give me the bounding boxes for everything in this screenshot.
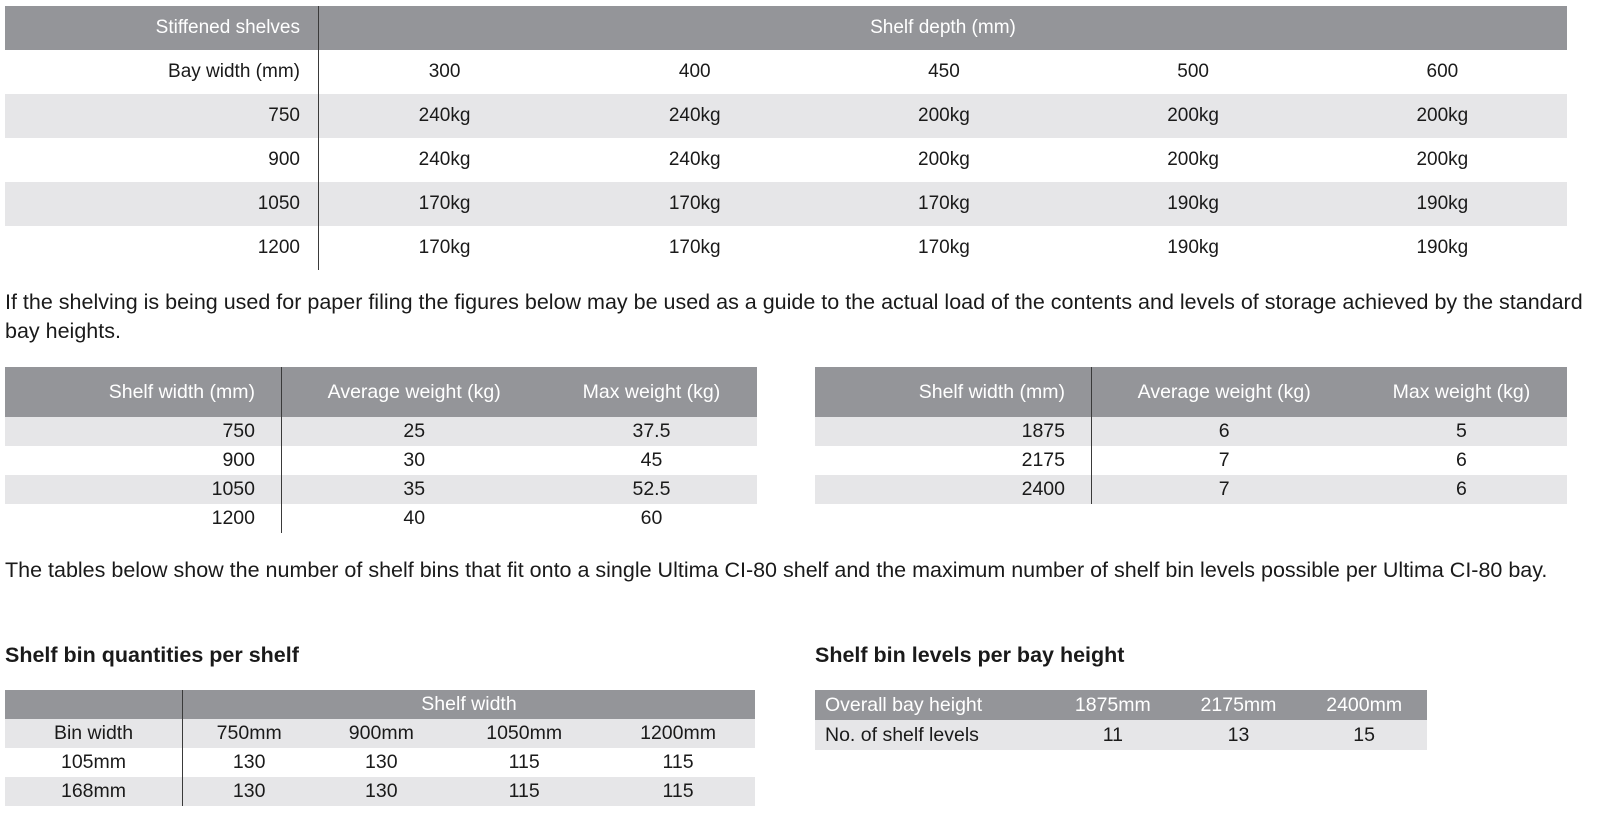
table-row — [5, 417, 757, 446]
table-cell: 2175 — [815, 446, 1092, 475]
levels-cell: 11 — [1050, 720, 1176, 750]
table-row — [5, 138, 1567, 182]
table-row — [5, 446, 757, 475]
depth-cell: 500 — [1177, 61, 1209, 82]
filing-weight-table-right — [815, 367, 1567, 504]
load-cell: 200kg — [819, 94, 1068, 138]
load-cell: 170kg — [918, 237, 970, 258]
shelf-width-header: Shelf width — [183, 690, 756, 719]
table-header-row — [815, 690, 1427, 720]
table-row — [5, 748, 755, 777]
load-cell: 240kg — [319, 94, 571, 138]
width-cell: 1200mm — [601, 719, 755, 748]
quantity-cell: 115 — [447, 777, 601, 806]
column-header: Max weight (kg) — [1356, 367, 1566, 417]
column-header: Average weight (kg) — [1092, 367, 1357, 417]
column-header: Max weight (kg) — [546, 367, 756, 417]
bin-quantities-table — [5, 690, 755, 806]
load-cell: 190kg — [1069, 182, 1318, 226]
bin-levels-heading: Shelf bin levels per bay height — [815, 643, 1125, 667]
table-row — [815, 417, 1567, 446]
height-cell: 2175mm — [1176, 690, 1302, 720]
table-cell: 30 — [403, 449, 426, 471]
depth-row — [5, 50, 1567, 94]
table-row — [5, 504, 757, 533]
quantity-cell: 115 — [508, 751, 540, 773]
table-cell: 35 — [282, 475, 547, 504]
bins-paragraph: The tables below show the number of shelf bins that fit onto a single Ultima CI-80 shelf and the maximum number of shelf bin levels possible per Ultima CI-80 bay. — [5, 558, 1548, 582]
height-cell: 1875mm — [1050, 690, 1176, 720]
filing-weight-table-left — [5, 367, 757, 533]
load-cell: 170kg — [319, 182, 571, 226]
quantity-cell: 115 — [601, 777, 755, 806]
load-cell: 170kg — [668, 237, 721, 258]
shelf-depth-header: Shelf depth (mm) — [319, 6, 1568, 50]
bay-height-label: Overall bay height — [815, 690, 1050, 720]
table-row — [815, 475, 1567, 504]
table-cell: 45 — [640, 449, 663, 471]
table-header-row — [5, 690, 755, 719]
bay-width-cell: 1200 — [5, 226, 319, 270]
table-row — [5, 226, 1567, 270]
table-cell: 25 — [282, 417, 547, 446]
table-cell: 6 — [1092, 417, 1357, 446]
load-cell: 170kg — [819, 182, 1068, 226]
bin-width-label: Bin width — [5, 719, 183, 748]
bin-width-cell: 168mm — [5, 777, 183, 806]
table-header-row — [815, 367, 1567, 417]
bay-width-cell: 750 — [5, 94, 319, 138]
table-row — [5, 475, 757, 504]
load-cell: 200kg — [1416, 149, 1469, 170]
bay-width-label: Bay width (mm) — [5, 50, 319, 94]
table-row — [5, 94, 1567, 138]
load-cell: 200kg — [1318, 94, 1567, 138]
width-cell: 750mm — [183, 719, 316, 748]
table-cell: 52.5 — [546, 475, 756, 504]
bin-levels-table — [815, 690, 1427, 750]
load-cell: 200kg — [1167, 149, 1220, 170]
load-cell: 240kg — [570, 94, 819, 138]
width-row — [5, 719, 755, 748]
quantity-cell: 130 — [232, 751, 266, 773]
table-row — [5, 182, 1567, 226]
column-header: Shelf width (mm) — [815, 367, 1092, 417]
load-cell: 170kg — [570, 182, 819, 226]
table-row — [815, 720, 1427, 750]
table-cell: 1050 — [5, 475, 282, 504]
table-cell: 900 — [5, 446, 282, 475]
depth-cell: 450 — [928, 61, 960, 82]
table-cell: 1200 — [5, 504, 282, 533]
width-cell: 1050mm — [447, 719, 601, 748]
shelf-levels-label: No. of shelf levels — [815, 720, 1050, 750]
table-header-row — [5, 6, 1567, 50]
levels-cell: 13 — [1176, 720, 1302, 750]
load-cell: 200kg — [918, 149, 970, 170]
load-cell: 240kg — [418, 149, 471, 170]
filing-paragraph: If the shelving is being used for paper filing the figures below may be used as a guide to the actual load of the contents and levels of storage achieved by the standard bay heights. — [5, 290, 1583, 343]
table-cell: 750 — [5, 417, 282, 446]
table-row — [5, 777, 755, 806]
bin-quantities-heading: Shelf bin quantities per shelf — [5, 643, 299, 667]
table-cell: 2400 — [815, 475, 1092, 504]
column-header: Average weight (kg) — [282, 367, 547, 417]
quantity-cell: 130 — [365, 751, 398, 773]
corner-cell — [5, 690, 183, 719]
quantity-cell: 130 — [315, 777, 447, 806]
height-cell: 2400mm — [1301, 690, 1427, 720]
depth-cell: 400 — [678, 61, 711, 82]
bay-width-cell: 1050 — [5, 182, 319, 226]
corner-label: Stiffened shelves — [5, 6, 319, 50]
table-cell: 5 — [1356, 417, 1566, 446]
load-cell: 190kg — [1416, 237, 1469, 258]
load-cell: 190kg — [1167, 237, 1220, 258]
stiffened-shelves-table — [5, 6, 1567, 270]
table-cell: 7 — [1218, 449, 1230, 471]
table-cell: 60 — [640, 507, 663, 529]
bin-width-cell: 105mm — [5, 748, 183, 777]
depth-cell: 300 — [428, 61, 461, 82]
table-cell: 6 — [1456, 449, 1467, 471]
bay-width-cell: 900 — [5, 138, 319, 182]
levels-cell: 15 — [1301, 720, 1427, 750]
depth-cell: 600 — [1426, 61, 1459, 82]
quantity-cell: 115 — [662, 751, 694, 773]
width-cell: 900mm — [315, 719, 447, 748]
load-cell: 240kg — [668, 149, 721, 170]
load-cell: 170kg — [418, 237, 471, 258]
table-cell: 7 — [1092, 475, 1357, 504]
table-row — [815, 446, 1567, 475]
table-cell: 37.5 — [546, 417, 756, 446]
table-cell: 1875 — [815, 417, 1092, 446]
load-cell: 190kg — [1318, 182, 1567, 226]
load-cell: 200kg — [1069, 94, 1318, 138]
table-cell: 40 — [403, 507, 426, 529]
table-header-row — [5, 367, 757, 417]
quantity-cell: 130 — [183, 777, 316, 806]
table-cell: 6 — [1356, 475, 1566, 504]
column-header: Shelf width (mm) — [5, 367, 282, 417]
